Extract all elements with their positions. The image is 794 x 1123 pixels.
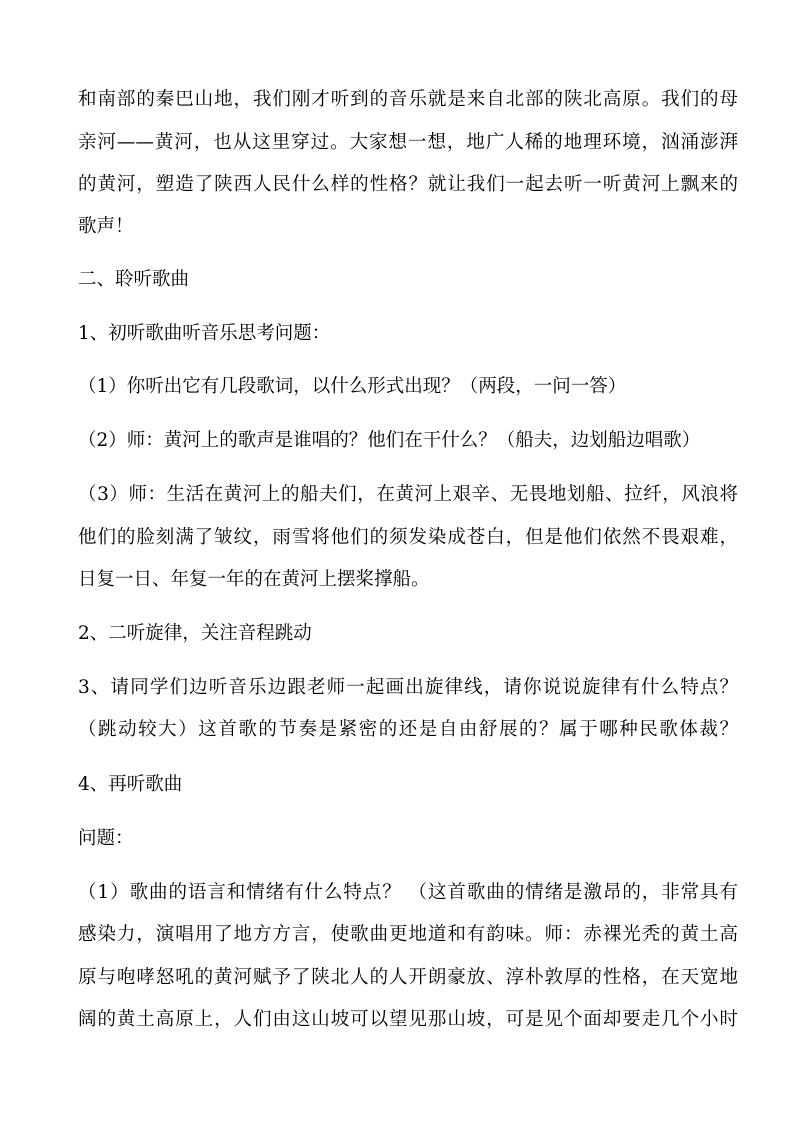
question-4-line-3: 原与咆哮怒吼的黄河赋予了陕北人的人开朗豪放、淳朴敦厚的性格，在天宽地: [78, 967, 738, 988]
question-3-line-2: 他们的脸刻满了皱纹，雨雪将他们的须发染成苍白，但是他们依然不畏艰难，: [78, 527, 738, 548]
intro-line-2: 亲河——黄河，也从这里穿过。大家想一想，地广人稀的地理环境，汹涌澎湃: [78, 132, 738, 153]
question-3-line-3: 日复一日、年复一年的在黄河上摆桨撑船。: [78, 569, 430, 590]
step3-line-2: （跳动较大）这首歌的节奏是紧密的还是自由舒展的？属于哪种民歌体裁？: [78, 719, 738, 740]
question-4-line-2: 感染力，演唱用了地方方言，使歌曲更地道和有韵味。师：赤裸光秃的黄土高: [78, 924, 738, 945]
questions-label: 问题：: [78, 828, 134, 849]
section-heading: 二、聆听歌曲: [78, 269, 190, 290]
question-4-line-4: 阔的黄土高原上，人们由这山坡可以望见那山坡，可是见个面却要走几个小时: [78, 1009, 738, 1030]
step2-heading: 2、二听旋律，关注音程跳动: [78, 623, 312, 644]
intro-line-4: 歌声！: [78, 216, 134, 237]
step1-heading: 1、初听歌曲听音乐思考问题：: [78, 323, 331, 344]
step4-heading: 4、再听歌曲: [78, 774, 183, 795]
question-2: （2）师：黄河上的歌声是谁唱的？他们在干什么？（船夫，边划船边唱歌）: [78, 430, 701, 451]
intro-line-1: 和南部的秦巴山地，我们刚才听到的音乐就是来自北部的陕北高原。我们的母: [78, 89, 738, 110]
intro-line-3: 的黄河，塑造了陕西人民什么样的性格？就让我们一起去听一听黄河上飘来的: [78, 174, 738, 195]
question-4-line-1: （1）歌曲的语言和情绪有什么特点？ （这首歌曲的情绪是激昂的，非常具有: [78, 882, 738, 903]
question-1: （1）你听出它有几段歌词，以什么形式出现？（两段，一问一答）: [78, 376, 627, 397]
step3-line-1: 3、请同学们边听音乐边跟老师一起画出旋律线，请你说说旋律有什么特点？: [78, 677, 738, 698]
question-3-line-1: （3）师：生活在黄河上的船夫们，在黄河上艰辛、无畏地划船、拉纤，风浪将: [78, 484, 738, 505]
